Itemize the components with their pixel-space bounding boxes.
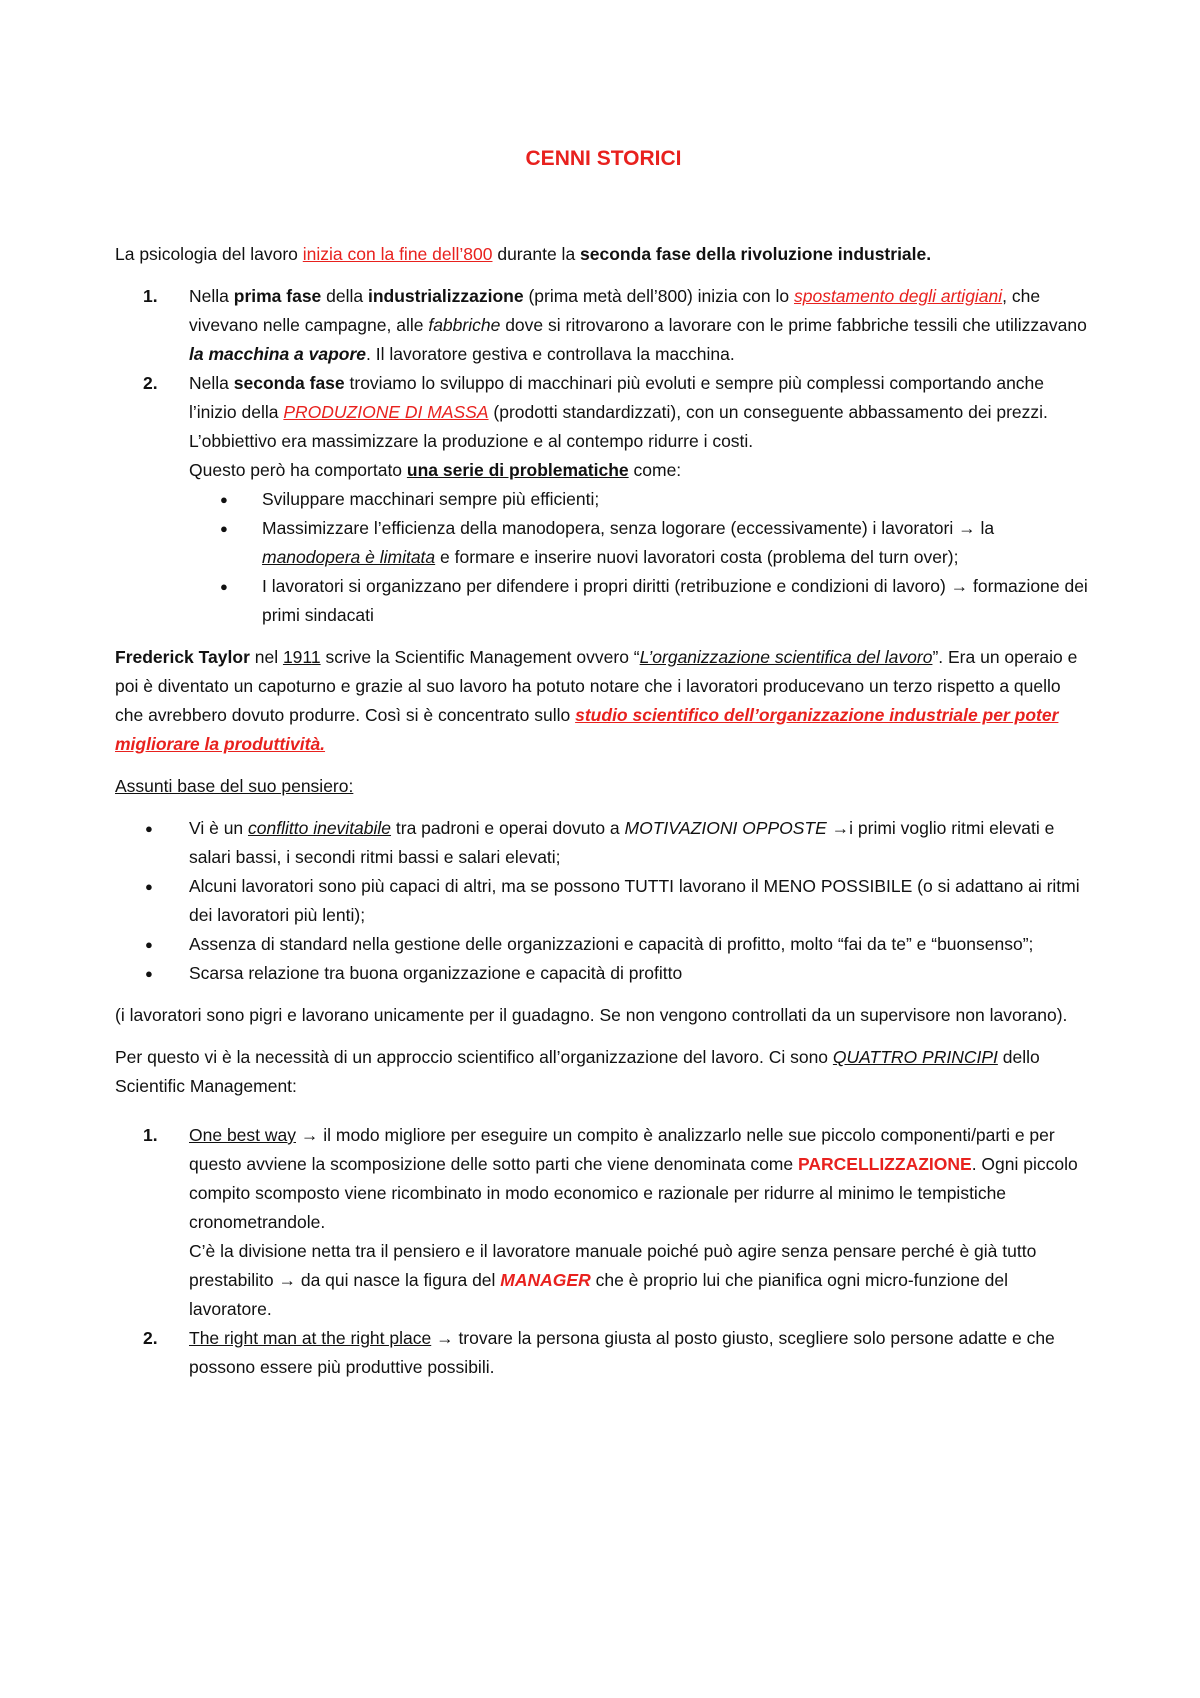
bullet-icon: ● <box>145 966 153 981</box>
text: , che vivevano nelle campagne, alle <box>189 286 1041 335</box>
principi-list <box>115 1121 1092 1382</box>
bold-text: industrializzazione <box>368 286 524 306</box>
text: . Il lavoratore gestiva e controllava la macchina. <box>366 344 735 364</box>
intro-highlight: inizia con la fine dell’800 <box>302 244 493 264</box>
list-item <box>115 959 1092 988</box>
assunti-heading: Assunti base del suo pensiero: <box>115 776 354 796</box>
italic-underlined-text: QUATTRO PRINCIPI <box>832 1047 998 1067</box>
list-item <box>115 369 1092 630</box>
principle-continuation <box>189 1237 1092 1324</box>
text: come: <box>628 460 682 480</box>
red-highlight: PRODUZIONE DI MASSA <box>283 402 489 422</box>
list-item <box>115 282 1092 369</box>
italic-underlined-text: manodopera è limitata <box>262 547 436 567</box>
bold-underlined-text: una serie di problematiche <box>406 460 629 480</box>
underlined-year: 1911 <box>282 647 321 667</box>
bold-italic-text: la macchina a vapore <box>189 344 367 364</box>
intro-text: durante la <box>492 244 581 264</box>
text: tra padroni e operai dovuto a <box>391 818 625 838</box>
list-number: 2. <box>143 1328 158 1348</box>
text: Vi è un <box>189 818 249 838</box>
intro-text: La psicologia del lavoro <box>115 244 303 264</box>
red-bold-italic-text: MANAGER <box>500 1270 591 1290</box>
italic-underlined-text: conflitto inevitabile <box>248 818 392 838</box>
intro-period: . <box>926 244 932 264</box>
list-item <box>188 485 1092 514</box>
text: (prima metà dell’800) inizia con lo <box>523 286 794 306</box>
italic-text: MOTIVAZIONI OPPOSTE <box>624 818 827 838</box>
problems-intro <box>189 456 1092 485</box>
text: dello Scientific Management: <box>115 1047 1040 1096</box>
bullet-icon: ● <box>145 821 153 836</box>
list-item <box>188 514 1092 572</box>
list-item <box>115 1324 1092 1382</box>
text: Massimizzare l’efficienza della manodopera, senza logorare (eccessivamente) i lavoratori → la <box>262 518 995 538</box>
list-item <box>115 930 1092 959</box>
red-highlight: studio scientifico dell’organizzazione industriale per poter migliorare la produttività. <box>115 705 1059 754</box>
underlined-text: The right man at the right place <box>189 1328 432 1348</box>
text: ”. Era un operaio e poi è diventato un capoturno e grazie al suo lavoro ha potuto notare che i lavoratori producevano un terzo rispetto a quello che avrebbero dovuto produrre. Così si è concentrato sullo <box>115 647 1078 725</box>
intro-bold: seconda fase della rivoluzione industriale <box>580 244 927 264</box>
text: Sviluppare macchinari sempre più efficienti; <box>262 489 600 509</box>
text: Assenza di standard nella gestione delle organizzazioni e capacità di profitto, molto “fai da te” e “buonsenso”; <box>189 934 1034 954</box>
underlined-text: One best way <box>189 1125 296 1145</box>
problems-list <box>189 485 1092 630</box>
assunti-list <box>115 814 1092 988</box>
list-number: 2. <box>143 373 158 393</box>
text: troviamo lo sviluppo di macchinari più evoluti e sempre più complessi comportando anche l’inizio della <box>189 373 1045 422</box>
bullet-icon: ● <box>220 521 228 536</box>
intro-paragraph <box>115 240 1092 269</box>
bullet-icon: ● <box>220 492 228 507</box>
text: scrive la Scientific Management ovvero “ <box>320 647 640 667</box>
text: e formare e inserire nuovi lavoratori costa (problema del turn over); <box>435 547 959 567</box>
italic-underlined-text: L’organizzazione scientifica del lavoro <box>639 647 933 667</box>
bold-text: prima fase <box>233 286 322 306</box>
page-title: CENNI STORICI <box>525 147 682 170</box>
text: → il modo migliore per eseguire un compito è analizzarlo nelle sue piccolo componenti/parti e per questo avviene la scomposizione delle sotto parti che viene denominata come <box>189 1125 1055 1174</box>
taylor-paragraph <box>115 643 1092 759</box>
text: nel <box>249 647 283 667</box>
text: Per questo vi è la necessità di un approccio scientifico all’organizzazione del lavoro. Ci sono <box>115 1047 833 1067</box>
text: I lavoratori si organizzano per difendere i propri diritti (retribuzione e condizioni di lavoro) → formazione dei primi sindacati <box>262 576 1088 625</box>
text: Scarsa relazione tra buona organizzazione e capacità di profitto <box>189 963 683 983</box>
list-item <box>188 572 1092 630</box>
list-number: 1. <box>143 1125 158 1145</box>
text: dove si ritrovarono a lavorare con le prime fabbriche tessili che utilizzavano <box>500 315 1087 335</box>
bold-text: Frederick Taylor <box>115 647 250 667</box>
text: →i primi voglio ritmi elevati e salari bassi, i secondi ritmi bassi e salari elevati; <box>189 818 1055 867</box>
bold-text: seconda fase <box>233 373 345 393</box>
text: Questo però ha comportato <box>189 460 407 480</box>
text: . Ogni piccolo compito scomposto viene ricombinato in modo economico e razionale per ridurre al minimo le tempistiche cronometrandole. <box>189 1154 1078 1232</box>
principi-intro <box>115 1043 1092 1101</box>
italic-text: fabbriche <box>428 315 501 335</box>
list-number: 1. <box>143 286 158 306</box>
red-highlight: spostamento degli artigiani <box>793 286 1003 306</box>
red-bold-text: PARCELLIZZAZIONE <box>797 1154 972 1174</box>
list-item <box>115 814 1092 872</box>
bullet-icon: ● <box>145 879 153 894</box>
text: → trovare la persona giusta al posto giusto, scegliere solo persone adatte e che possono essere più produttive possibili. <box>189 1328 1055 1377</box>
bullet-icon: ● <box>145 937 153 952</box>
text: Nella <box>189 286 234 306</box>
text: che è proprio lui che pianifica ogni micro-funzione del lavoratore. <box>189 1270 1009 1319</box>
text: C’è la divisione netta tra il pensiero e il lavoratore manuale poiché può agire senza pensare perché è già tutto prestabilito → da qui nasce la figura del <box>189 1241 1037 1290</box>
list-item <box>115 872 1092 930</box>
text: della <box>321 286 368 306</box>
bullet-icon: ● <box>220 579 228 594</box>
phases-list <box>115 282 1092 630</box>
note-paragraph: (i lavoratori sono pigri e lavorano unicamente per il guadagno. Se non vengono controllati da un supervisore non lavorano). <box>115 1005 1068 1025</box>
text: Nella <box>189 373 234 393</box>
list-item <box>115 1121 1092 1324</box>
text: (prodotti standardizzati), con un conseguente abbassamento dei prezzi. L’obbiettivo era massimizzare la produzione e al contempo ridurre i costi. <box>189 402 1048 451</box>
text: Alcuni lavoratori sono più capaci di altri, ma se possono TUTTI lavorano il MENO POSSIBILE (o si adattano ai ritmi dei lavoratori più lenti); <box>189 876 1080 925</box>
